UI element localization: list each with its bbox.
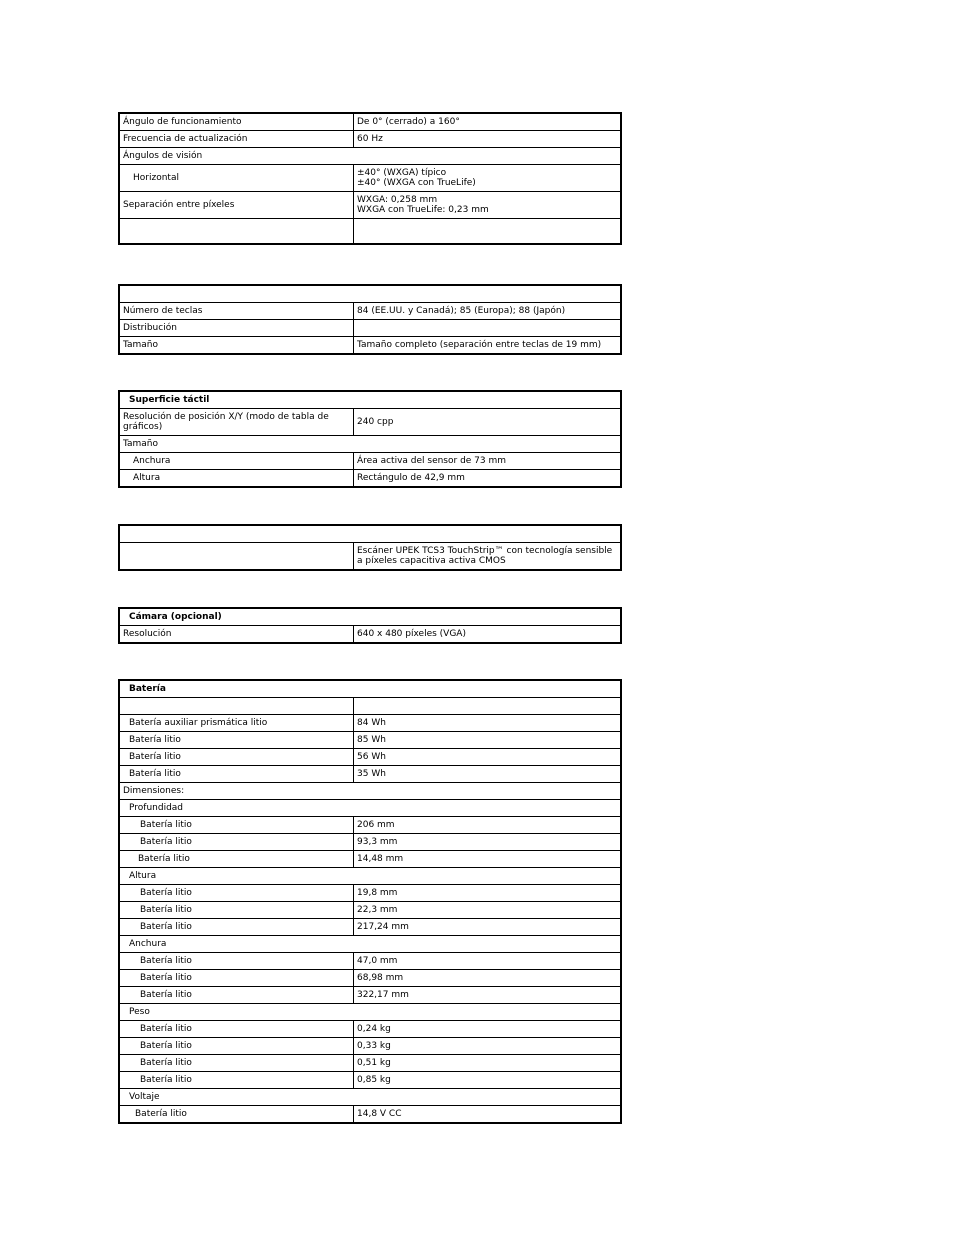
table-row [120, 970, 621, 987]
row-value: 22,3 mm [354, 902, 621, 919]
row-value: 640 x 480 píxeles (VGA) [354, 626, 621, 643]
row-value: Tamaño completo (separación entre teclas de 19 mm) [354, 337, 621, 354]
table-row [120, 902, 621, 919]
row-value: 60 Hz [354, 131, 621, 148]
row-value: 322,17 mm [354, 987, 621, 1004]
table-row [120, 817, 621, 834]
table-row [120, 987, 621, 1004]
row-value [354, 320, 621, 337]
row-value: 217,24 mm [354, 919, 621, 936]
table-row [120, 436, 621, 453]
row-label: Dimensiones: [120, 783, 621, 800]
row-label: Batería litio [120, 919, 354, 936]
row-label: Horizontal [120, 165, 354, 192]
row-label: Batería litio [120, 1106, 354, 1123]
row-label: Anchura [120, 453, 354, 470]
row-value: 68,98 mm [354, 970, 621, 987]
row-value: 56 Wh [354, 749, 621, 766]
row-label: Batería litio [120, 953, 354, 970]
row-label [120, 219, 354, 244]
row-label: Batería litio [120, 885, 354, 902]
table-row [120, 1072, 621, 1089]
row-label: Resolución de posición X/Y (modo de tabla de gráficos) [120, 409, 354, 436]
table-row [120, 1106, 621, 1123]
row-value [354, 219, 621, 244]
table-row [120, 800, 621, 817]
row-value: 14,8 V CC [354, 1106, 621, 1123]
section-title [120, 526, 621, 543]
row-label: Tamaño [120, 436, 621, 453]
row-label: Voltaje [120, 1089, 621, 1106]
table-row [120, 543, 621, 570]
table-row [120, 337, 621, 354]
page-cutoff [110, 1124, 630, 1144]
table-header-row [120, 392, 621, 409]
table-row [120, 766, 621, 783]
section-title: Superficie táctil [120, 392, 621, 409]
table-row [120, 885, 621, 902]
table-row [120, 851, 621, 868]
section-title [120, 286, 621, 303]
table-header-row [120, 681, 621, 698]
row-value: 85 Wh [354, 732, 621, 749]
row-label: Profundidad [120, 800, 621, 817]
table-row [120, 919, 621, 936]
row-value: Escáner UPEK TCS3 TouchStrip™ con tecnología sensible a píxeles capacitiva activa CMOS [354, 543, 621, 570]
row-value: 93,3 mm [354, 834, 621, 851]
row-label: Batería auxiliar prismática litio [120, 715, 354, 732]
row-label: Ángulos de visión [120, 148, 621, 165]
fingerprint-spec-table [119, 525, 621, 570]
row-label: Batería litio [120, 732, 354, 749]
row-value: Área activa del sensor de 73 mm [354, 453, 621, 470]
camera-spec-table [119, 608, 621, 643]
table-row [120, 1038, 621, 1055]
table-row [120, 114, 621, 131]
row-label: Anchura [120, 936, 621, 953]
row-value: WXGA: 0,258 mm WXGA con TrueLife: 0,23 mm [354, 192, 621, 219]
battery-spec-table [119, 680, 621, 1123]
table-row [120, 953, 621, 970]
table-row [120, 626, 621, 643]
table-row [120, 320, 621, 337]
row-value: 19,8 mm [354, 885, 621, 902]
row-label: Batería litio [120, 817, 354, 834]
row-value: 0,85 kg [354, 1072, 621, 1089]
row-label: Ángulo de funcionamiento [120, 114, 354, 131]
table-row [120, 936, 621, 953]
row-value: 84 Wh [354, 715, 621, 732]
row-label [120, 543, 354, 570]
touchpad-spec-table [119, 391, 621, 487]
row-label: Batería litio [120, 1055, 354, 1072]
row-value: 0,51 kg [354, 1055, 621, 1072]
row-label: Resolución [120, 626, 354, 643]
row-label: Batería litio [120, 1072, 354, 1089]
row-label: Batería litio [120, 851, 354, 868]
table-row [120, 131, 621, 148]
table-row [120, 1055, 621, 1072]
table-row [120, 749, 621, 766]
table-row-empty [120, 219, 621, 244]
row-label: Batería litio [120, 834, 354, 851]
row-label: Batería litio [120, 1021, 354, 1038]
table-header-row [120, 526, 621, 543]
row-value: 240 cpp [354, 409, 621, 436]
row-label: Número de teclas [120, 303, 354, 320]
display-spec-table [119, 113, 621, 244]
row-value: 14,48 mm [354, 851, 621, 868]
row-label [120, 698, 354, 715]
row-value: 84 (EE.UU. y Canadá); 85 (Europa); 88 (Japón) [354, 303, 621, 320]
table-row-empty [120, 698, 621, 715]
row-label: Batería litio [120, 987, 354, 1004]
row-label: Peso [120, 1004, 621, 1021]
table-row [120, 165, 621, 192]
row-value: De 0° (cerrado) a 160° [354, 114, 621, 131]
row-value: ±40° (WXGA) típico ±40° (WXGA con TrueLife) [354, 165, 621, 192]
row-label: Batería litio [120, 766, 354, 783]
table-row [120, 453, 621, 470]
row-value [354, 698, 621, 715]
table-row [120, 1021, 621, 1038]
table-row [120, 715, 621, 732]
table-row [120, 192, 621, 219]
row-label: Altura [120, 868, 621, 885]
table-row [120, 303, 621, 320]
row-value: 47,0 mm [354, 953, 621, 970]
table-row [120, 1004, 621, 1021]
row-label: Batería litio [120, 1038, 354, 1055]
table-header-row [120, 609, 621, 626]
table-row [120, 409, 621, 436]
table-row [120, 868, 621, 885]
row-label: Frecuencia de actualización [120, 131, 354, 148]
row-value: 0,33 kg [354, 1038, 621, 1055]
row-label: Altura [120, 470, 354, 487]
row-value: 0,24 kg [354, 1021, 621, 1038]
table-header-row [120, 286, 621, 303]
row-label: Batería litio [120, 749, 354, 766]
row-label: Batería litio [120, 970, 354, 987]
keyboard-spec-table [119, 285, 621, 354]
table-row [120, 783, 621, 800]
table-row [120, 732, 621, 749]
row-value: 35 Wh [354, 766, 621, 783]
row-label: Batería litio [120, 902, 354, 919]
section-title: Batería [120, 681, 621, 698]
table-row [120, 470, 621, 487]
row-value: 206 mm [354, 817, 621, 834]
row-label: Tamaño [120, 337, 354, 354]
table-row [120, 834, 621, 851]
row-label: Distribución [120, 320, 354, 337]
section-title: Cámara (opcional) [120, 609, 621, 626]
table-row [120, 148, 621, 165]
row-value: Rectángulo de 42,9 mm [354, 470, 621, 487]
row-label: Separación entre píxeles [120, 192, 354, 219]
table-row [120, 1089, 621, 1106]
